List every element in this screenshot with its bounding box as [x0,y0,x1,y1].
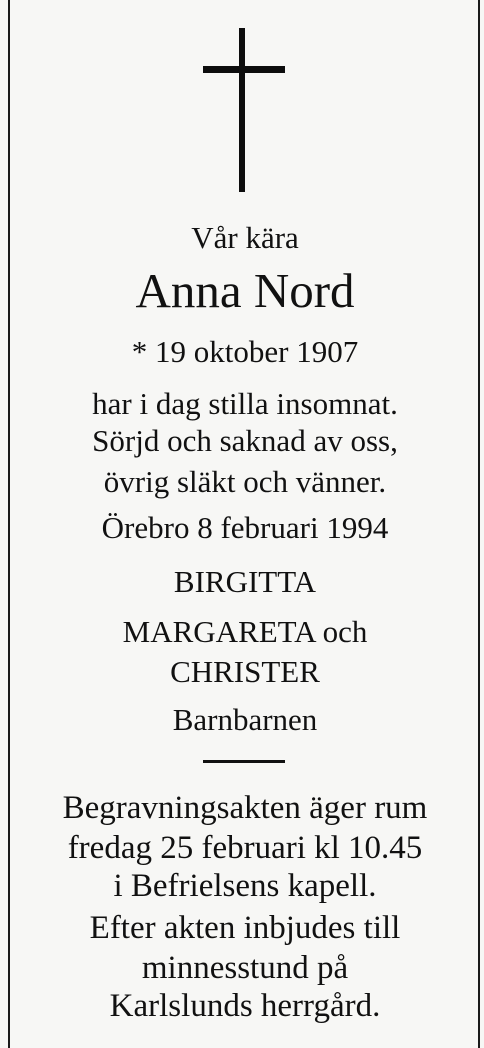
ceremony-line-6: Karlslunds herrgård. [109,988,381,1024]
birth-date: * 19 oktober 1907 [131,334,359,369]
message-line-2: Sörjd och saknad av oss, [92,423,398,458]
divider-rule [203,760,285,763]
cross-horizontal-beam [203,66,285,73]
place-date: Örebro 8 februari 1994 [101,510,389,545]
ceremony-line-3: i Befrielsens kapell. [113,868,377,904]
ceremony-line-4: Efter akten inbjudes till [89,910,401,946]
cross-vertical-beam [239,28,245,192]
message-line-1: har i dag stilla insomnat. [92,386,398,421]
ceremony-line-2: fredag 25 februari kl 10.45 [67,830,423,866]
ceremony-line-1: Begravningsakten äger rum [62,790,428,826]
intro-text: Vår kära [191,220,299,255]
message-line-3: övrig släkt och vänner. [103,464,387,499]
latin-cross-icon [199,28,291,192]
mourner-line-3: CHRISTER [170,654,320,689]
grandchildren: Barnbarnen [172,702,318,737]
deceased-name: Anna Nord [135,263,355,318]
ceremony-line-5: minnesstund på [141,950,349,986]
mourner-line-2: MARGARETA och [122,614,368,649]
mourner-line-1: BIRGITTA [173,564,317,599]
